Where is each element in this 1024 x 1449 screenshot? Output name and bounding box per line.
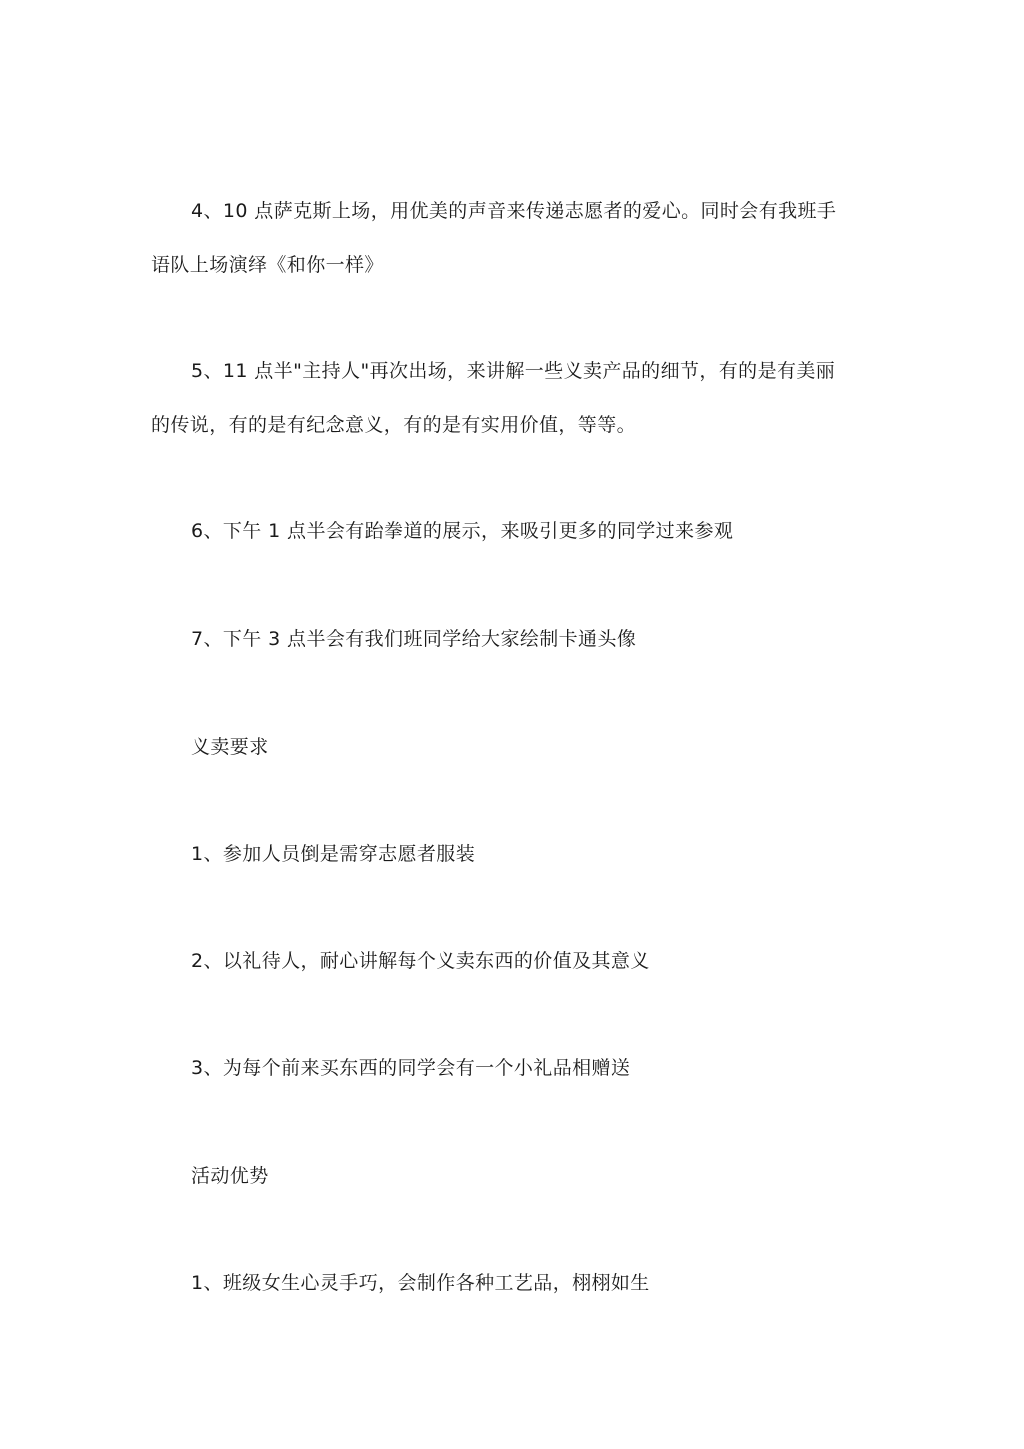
paragraph-4-line-2: 语队上场演绎《和你一样》 <box>151 254 384 276</box>
requirement-1: 1、参加人员倒是需穿志愿者服装 <box>191 843 476 865</box>
paragraph-5-line-1: 5、11 点半"主持人"再次出场，来讲解一些义卖产品的细节，有的是有美丽 <box>191 360 836 382</box>
section-heading-activity-advantages: 活动优势 <box>191 1165 269 1187</box>
paragraph-4-line-1: 4、10 点萨克斯上场，用优美的声音来传递志愿者的爱心。同时会有我班手 <box>191 200 837 222</box>
section-heading-sale-requirements: 义卖要求 <box>191 736 269 758</box>
paragraph-7: 7、下午 3 点半会有我们班同学给大家绘制卡通头像 <box>191 628 637 650</box>
paragraph-5-line-2: 的传说，有的是有纪念意义，有的是有实用价值，等等。 <box>151 414 637 436</box>
paragraph-6: 6、下午 1 点半会有跆拳道的展示，来吸引更多的同学过来参观 <box>191 520 734 542</box>
requirement-2: 2、以礼待人，耐心讲解每个义卖东西的价值及其意义 <box>191 950 650 972</box>
advantage-1: 1、班级女生心灵手巧，会制作各种工艺品，栩栩如生 <box>191 1272 650 1294</box>
requirement-3: 3、为每个前来买东西的同学会有一个小礼品相赠送 <box>191 1057 631 1079</box>
